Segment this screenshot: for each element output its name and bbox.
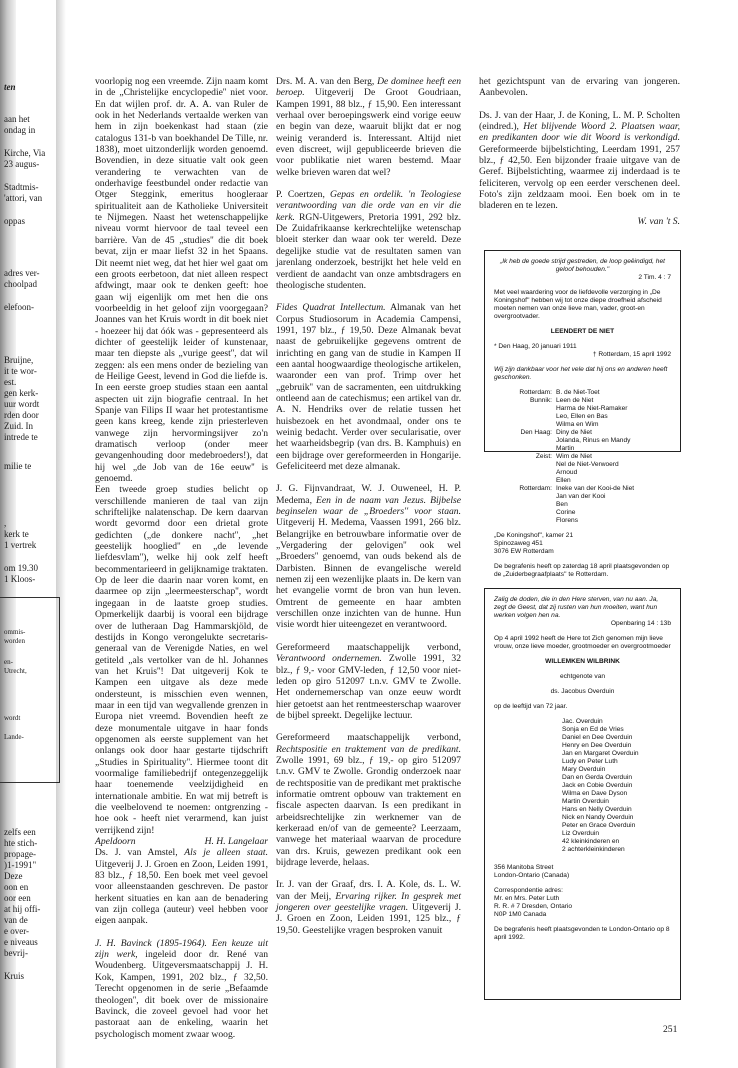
notice-family-list	[494, 389, 671, 525]
notice-relatives-list	[494, 718, 671, 854]
family-names: Leo, Ellen en Bas	[556, 413, 608, 420]
book-review: J. H. Bavinck (1895-1964). Een keuze uit zijn werk, ingeleid door dr. René van Woudenberg. Uitgeversmaatschappij J. H. Kok, Kampen, 1991, 202 blz., ƒ 32,50. Terecht opgenomen in de serie „Befaamde theologen'', dit boek over de missionaire Bavinck, die zoveel gevoel had voor het pastoraat aan de enkeling, waarin het psychologisch moment zwaar woog.	[95, 937, 268, 1040]
family-names: Florens	[556, 517, 578, 524]
previous-page-text: zelfs een	[4, 827, 36, 837]
previous-page-text: hte stich-	[4, 838, 38, 848]
family-names: Corine	[556, 509, 576, 516]
family-place	[494, 437, 552, 445]
previous-page-text: worden	[4, 637, 25, 645]
family-place	[494, 493, 552, 501]
previous-page-text: en-	[4, 658, 13, 666]
previous-page-text: propage-	[4, 849, 36, 859]
previous-page-text: om 19.30	[4, 563, 39, 573]
notice-line: „De Koningshof'', kamer 21	[494, 532, 574, 539]
book-review: J. G. Fijnvandraat, W. J. Ouweneel, H. P. Medema, Een in de naam van Jezus. Bijbelse beginselen waar de „Broeders'' voor staan. Uitgeverij H. Medema, Vaassen 1991, 266 blz. Belangrijke en betrouwbare informatie over de „Vergadering der gelovigen'' ook wel „Broeders'' genoemd, van ouds bekend als de Darbisten. Binnen de evangelische wereld nemen zij een wezenlijke plaats in. De kern van het evangelie vormt de bron van hun leven. Omtrent de gemeente en haar ambten verschillen onze inzichten van de hunne. Hun visie wordt hier uiteengezet en verantwoord.	[276, 483, 461, 631]
death-notice-de-niet	[484, 250, 681, 578]
previous-page-text: Lande-	[4, 733, 24, 741]
book-title: Fides Quadrat Intellectum.	[276, 302, 386, 314]
signature-author: H. H. Langelaar	[204, 836, 268, 848]
family-names: Nel de Niet-Verwoerd	[556, 461, 619, 468]
family-names: B. de Niet-Toet	[556, 389, 600, 396]
book-review: Fides Quadrat Intellectum. Almanak van het Corpus Studiosorum in Academia Campensi, 1991, 197 blz., ƒ 19,50. Deze Almanak bevat naast de gebruikelijke gegevens omtrent de inrichting en gang van de studie in Kampen II een aantal hoogwaardige theologische artikelen, waaronder een van prof. Trimp over het „gebruik'' van de sacramenten, een uitdrukking ontleend aan de catechismus; een artikel van dr. A. N. Hendriks over de relatie tussen het huisbezoek en het avondmaal, onder ons te weinig bedacht. Verder over secularisatie, over het waarheidsbegrip (van drs. B. Kamphuis) en een bijdrage over gereformeerden in Hongarije. Gefeliciteerd met deze almanak.	[276, 302, 461, 472]
family-place	[494, 517, 552, 525]
notice-line: Wilma en Dave Dyson	[562, 790, 628, 797]
notice-verse: Zalig de doden, die in den Here sterven, van nu aan. Ja, zegt de Geest, dat zij rusten van hun moeiten, want hun werken volgen hen na.	[494, 596, 659, 619]
previous-page-text: e niveaus	[4, 937, 38, 947]
previous-page-text: adres ver-	[4, 268, 40, 278]
family-names: Ben	[556, 501, 568, 508]
family-place: Bunnik:	[530, 397, 552, 404]
notice-correspondence	[494, 887, 671, 919]
review-paragraph: Een tweede groep studies belicht op verschillende manieren de taal van zijn schriftelijke nalatenschap. De kern daarvan wordt gevormd door een drietal grote gedichten („de donkere nacht'', „het geestelijk hooglied'' en „de levende liefdesvlam''), welke hij ook zelf heeft becommentarieerd in gelijknamige traktaten. Op de leer die daarin naar voren komt, en daarmee op zijn „leermeesterschap'', wordt ingegaan in de laatste groep studies. Opmerkelijk daarbij is vooral een bijdrage over de lutheraan Dag Hammarskjöld, de destijds in Kongo verongelukte secretaris-generaal van de Verenigde Naties, en wel getiteld „als vertolker van de hl. Johannes van het Kruis''! Dat uitgeverij Kok te Kampen een uitgave als deze mede ondersteunt, is misschien even wennen, maar in een tijd van wegvallende grenzen in Europa niet vreemd. Bovendien heeft ze deze monumentale uitgave in haar fonds opgenomen als eerste supplement van het onlangs ook door haar gestarte tijdschrift „Studies in Spirituality''. Hiermee toont dit voormalige familiebedrijf ontegenzeggelijk haar toenemende veelzijdigheid en internationale ambitie. En wat mij betreft is die veelbelovend te noemen: ontgrenzing - hoe ook - heeft niet verarmend, kan juist verrijkend zijn!	[95, 484, 268, 836]
column-1	[95, 76, 268, 1040]
notice-funeral: De begrafenis heeft plaatsgevonden te London-Ontario op 8 april 1992.	[494, 926, 670, 941]
book-review: Ir. J. van der Graaf, drs. I. A. Kole, ds. L. W. van der Meij, Ervaring rijker. In gesprek met jongeren over geestelijke vragen. Uitgeverij J. J. Groen en Zoon, Leiden 1991, 125 blz., ƒ 19,50. Geestelijke vragen besproken vanuit	[276, 879, 461, 936]
family-place	[494, 421, 552, 429]
family-names: Ellen	[556, 477, 571, 484]
book-review: Ds. J. van der Haar, J. de Koning, L. M. P. Scholten (eindred.), Het blijvende Woord 2. Plaatsen waar, en predikanten door wie dit Woord is verkondigd. Gereformeerde bijbelstichting, Leerdam 1991, 257 blz., ƒ 42,50. Een bijzonder fraaie uitgave van de Geref. Bijbelstichting, waarmee zij inderdaad is te feliciteren, vervolg op een eerder verschenen deel. Foto's zijn zeldzaam mooi. Een boek om in te bladeren en te lezen.	[479, 109, 681, 212]
death-notice-wilbrink	[484, 588, 681, 1000]
notice-line: Martin Overduin	[562, 798, 609, 805]
family-names: Jan van der Kooi	[556, 493, 606, 500]
notice-spouse-label: echtgenote van	[559, 673, 606, 680]
notice-line: Liz Overduin	[562, 830, 600, 837]
previous-page-fragment	[0, 0, 62, 1068]
previous-page-text: elefoon-	[4, 302, 34, 312]
family-place	[494, 469, 552, 477]
book-review: Drs. M. A. van den Berg, De dominee heeft een beroep. Uitgeverij De Groot Goudriaan, Kampen 1991, 88 blz., ƒ 15,90. Een interessant verhaal over beroepingswerk eind vorige eeuw en begin van deze, waaruit blijkt dat er nog weinig veranderd is. Interessant. Altijd niet even discreet, wijl gepubliceerde brieven die voor publikatie niet waren bestemd. Maar welke brieven waren dat wel?	[276, 76, 462, 178]
previous-page-text: Kirche, Via	[4, 148, 46, 158]
previous-page-text: gen kerk-	[4, 388, 39, 398]
previous-page-text: Zuid. In	[4, 421, 33, 431]
notice-intro: Met veel waardering voor de liefdevolle verzorging in „De Koningshof'' hebben wij tot onze diepe droefheid afscheid moeten nemen van onze lieve man, vader, groot-en overgrootvader.	[494, 289, 662, 320]
previous-page-text: oppas	[4, 216, 25, 226]
notice-line: 42 kleinkinderen en	[562, 838, 620, 845]
family-place: Den Haag:	[520, 429, 552, 436]
notice-funeral: De begrafenis heeft op zaterdag 18 april plaatsgevonden op de „Zuiderbegraafplaats'' te Rotterdam.	[494, 563, 670, 578]
previous-page-text: )1-1991"	[4, 860, 37, 870]
notice-address	[494, 864, 671, 880]
notice-line: N0P 1M0 Canada	[494, 911, 547, 918]
previous-page-text: 23 augus-	[4, 159, 40, 169]
previous-page-text: 1 vertrek	[4, 540, 37, 550]
notice-line: 356 Manitoba Street	[494, 864, 554, 871]
previous-page-text: 'attori, van	[4, 193, 43, 203]
notice-line: Jac. Overduin	[562, 718, 603, 725]
column-2	[276, 76, 461, 936]
review-paragraph: voorlopig nog een vreemde. Zijn naam komt in de „Christelijke encyclopedie'' niet voor. En dat wijlen prof. dr. A. A. van Ruler de ook in het Nederlands vertaalde werken van hem in zijn boekenkast had staan (zie catalogus 131-b van boekhandel De Tille, nr. 1838), moet uitzonderlijk worden genoemd. Bovendien, in deze situatie valt ook geen verandering te verwachten van de onderhavige feestbundel onder redactie van Otger Steggink, emeritus hoogleraar spiritualiteit aan de Katholieke Universiteit te Nijmegen. Naast het wetenschappelijke niveau vormt hiervoor de taal teveel een barrière. Van de 45 „studies'' die dit boek bevat, zijn er maar liefst 32 in het Spaans. Dit neemt niet weg, dat het hier wel gaat om een groots eerbetoon, dat niet alleen respect afdwingt, maar ook te denken geeft: hoe gaan wij eigenlijk om met hen die ons voorbeeldig in het geloof zijn voorgegaan? Joannes van het Kruis wordt in dit boek niet - hoezeer hij dat óók was - gepresenteerd als dichter of geestelijk leider of kunstenaar, maar ten diepste als „vurige geest'', dat wil zeggen: als een mens onder de bezieling van de Heilige Geest, levend in God die liefde is.	[95, 76, 268, 382]
column-3	[479, 76, 680, 227]
book-title: Gepas en ordelik. 'n Teologiese verantwoording van die orde van en vir die kerk.	[276, 189, 461, 223]
family-names: Wim de Niet	[556, 453, 592, 460]
previous-page-text: oon en	[4, 882, 29, 892]
notice-spouse: ds. Jacobus Overduin	[550, 688, 615, 695]
notice-line: Mr. en Mrs. Peter Luth	[494, 895, 560, 902]
previous-page-text: kerk te	[4, 529, 29, 539]
previous-page-text: milie te	[4, 461, 32, 471]
family-place	[494, 477, 552, 485]
family-names: Jolanda, Rinus en Mandy	[556, 437, 631, 444]
previous-page-text: ten	[4, 82, 16, 92]
notice-line: Mary Overduin	[562, 766, 606, 773]
notice-line: Sonja en Ed de Vries	[562, 726, 624, 733]
notice-line: Nick en Nandy Overduin	[562, 814, 634, 821]
family-place: Rotterdam:	[519, 485, 552, 492]
family-names: Arnoud	[556, 469, 578, 476]
family-place	[494, 445, 552, 453]
previous-page-text: at hij offi-	[4, 904, 41, 914]
notice-line: London-Ontario (Canada)	[494, 872, 570, 879]
family-place: Zeist:	[535, 453, 552, 460]
family-names: Harma de Niet-Ramaker	[556, 405, 628, 412]
page-number: 251	[663, 1024, 678, 1035]
previous-page-text: wordt	[4, 714, 21, 722]
notice-intro: Op 4 april 1992 heeft de Here tot Zich genomen mijn lieve vrouw, onze lieve moeder, grootmoeder en overgrootmoeder	[494, 635, 671, 650]
notice-thanks: Wij zijn dankbaar voor het vele dat hij ons en anderen heeft geschonken.	[494, 366, 668, 381]
family-names: Ineke van der Kooi-de Niet	[556, 485, 635, 492]
previous-page-text: aan het	[4, 114, 30, 124]
review-signature: W. van 't S.	[637, 215, 680, 227]
book-title: Het blijvende Woord 2. Plaatsen waar, en predikanten door wie dit Woord is verkondigd.	[479, 121, 681, 144]
previous-page-text: Kruis	[4, 971, 24, 981]
previous-page-text: intrede te	[4, 432, 38, 442]
signature-place: Apeldoorn	[95, 836, 136, 848]
review-signature	[95, 836, 268, 847]
review-paragraph: In een eerste groep studies staan een aantal aspecten uit zijn biografie centraal. In het Spanje van Filips II waar het protestantisme geen kans kreeg, kende zijn priesterleven vanwege zijn hervormingsijver zo'n dramatisch verloop (onder meer gevangenhouding door medebroeders!), dat hij wel „de Job van de 16e eeuw'' is genoemd.	[95, 382, 268, 485]
previous-page-text: rden door	[4, 410, 39, 420]
book-review: Gereformeerd maatschappelijk verbond, Rechtspositie en traktement van de predikant. Zwolle 1991, 69 blz., ƒ 19,- op giro 512097 t.n.v. GMV te Zwolle. Grondig onderzoek naar de rechtspositie van de predikant met praktische informatie omtrent opbouw van traktement en fiscale aspecten daarvan. Is een predikant in arbeidsrechtelijke zin werknemer van de kerkeraad en/of van de gemeente? Leerzaam, vanwege het materiaal waarvan de procedure van drs. Kruis, gewezen predikant ook een bijdrage leverde, helaas.	[276, 732, 461, 868]
family-place	[494, 501, 552, 509]
notice-verse: „Ik heb de goede strijd gestreden, de loop geëindigd, het geloof behouden.''	[500, 258, 665, 273]
previous-page-text: ommis-	[4, 628, 26, 636]
book-title: Rechtspositie en traktement van de predikant.	[276, 743, 461, 755]
previous-page-text: Stadtmis-	[4, 182, 39, 192]
family-place	[494, 509, 552, 517]
previous-page-text: oor een	[4, 893, 31, 903]
previous-page-text: e over-	[4, 926, 30, 936]
previous-page-text: Bruijne,	[4, 355, 34, 365]
family-place	[494, 413, 552, 421]
previous-page-text: uur wordt	[4, 399, 40, 409]
notice-line: Henry en Dee Overduin	[562, 742, 632, 749]
previous-page-text: van de	[4, 915, 28, 925]
notice-line: 2 achterkleinkinderen	[562, 846, 625, 853]
family-names: Diny de Niet	[556, 429, 592, 436]
previous-page-text: est.	[4, 377, 17, 387]
notice-death: † Rotterdam, 15 april 1992	[592, 351, 671, 358]
notice-deceased-name: LEENDERT DE NIET	[550, 328, 615, 335]
notice-birth: * Den Haag, 20 januari 1911	[494, 343, 577, 350]
notice-line: Peter en Grace Overduin	[562, 822, 636, 829]
notice-line: Hans en Nelly Overduin	[562, 806, 632, 813]
notice-verse-reference: 2 Tim. 4 : 7	[638, 274, 671, 281]
book-review: Gereformeerd maatschappelijk verbond, Verantwoord ondernemen. Zwolle 1991, 32 blz., ƒ 9,- voor GMV-leden, ƒ 12,50 voor niet-leden op giro 512097 t.n.v. GMV te Zwolle. Het ondernemerschap van onze eeuw wordt hier getoetst aan het rentmeesterschap waarover de bijbel spreekt. Degelijke lectuur.	[276, 641, 461, 721]
previous-page-text: ,	[4, 518, 7, 528]
previous-page-text: Deze	[4, 871, 23, 881]
family-names: Wilma en Wim	[556, 421, 599, 428]
notice-line: Jan en Margaret Overduin	[562, 750, 639, 757]
previous-page-notice-frame	[0, 597, 60, 783]
notice-line: Correspondentie adres:	[494, 887, 563, 894]
notice-line: Daniel en Dee Overduin	[562, 734, 633, 741]
notice-deceased-name: WILLEMKEN WILBRINK	[545, 658, 620, 665]
notice-verse-reference: Openbaring 14 : 13b	[610, 620, 671, 627]
previous-page-text: 1 Kloos-	[4, 574, 36, 584]
book-review: P. Coertzen, Gepas en ordelik. 'n Teologiese verantwoording van die orde van en vir die kerk. RGN-Uitgewers, Pretoria 1991, 292 blz. De Zuidafrikaanse kerkrechtelijke wetenschap bloeit sterker dan waar ook ter wereld. Deze degelijke studie vat de resultaten samen van jarenlang onderzoek, bestrijkt het hele veld en verdient de aandacht van onze ambtsdragers en theologische studenten.	[276, 189, 461, 291]
family-place	[494, 405, 552, 413]
book-title: Een in de naam van Jezus. Bijbelse beginselen waar de „Broeders'' voor staan.	[276, 494, 461, 518]
notice-line: Jack en Cobie Overduin	[562, 782, 633, 789]
previous-page-text: Utrecht,	[4, 667, 27, 675]
notice-line: Spinozaweg 451	[494, 540, 543, 547]
notice-line: Ludy en Peter Luth	[562, 758, 618, 765]
notice-line: 3076 EW Rotterdam	[494, 548, 554, 555]
book-title: Als je alleen staat.	[184, 847, 268, 859]
previous-page-text: ondag in	[4, 125, 36, 135]
notice-line: R. R. # 7 Dresden, Ontario	[494, 903, 573, 910]
book-title: J. H. Bavinck (1895-1964). Een keuze uit zijn werk,	[95, 937, 268, 961]
family-place	[494, 461, 552, 469]
notice-address	[494, 532, 671, 556]
family-names: Martin	[556, 445, 575, 452]
previous-page-text: choolpad	[4, 279, 37, 289]
previous-page-text: it te wor-	[4, 366, 37, 376]
book-title: De dominee heeft een beroep.	[276, 76, 462, 99]
notice-age: op de leeftijd van 72 jaar.	[494, 703, 568, 710]
family-place: Rotterdam:	[519, 389, 552, 396]
notice-line: Dan en Gerda Overduin	[562, 774, 633, 781]
previous-page-text: bevrij-	[4, 948, 28, 958]
book-title: Ervaring rijker. In gesprek met jongeren over geestelijke vragen.	[276, 890, 461, 914]
book-title: Verantwoord ondernemen.	[276, 653, 382, 665]
family-names: Leen de Niet	[556, 397, 594, 404]
review-paragraph: het gezichtspunt van de ervaring van jongeren. Aanbevolen.	[479, 76, 680, 99]
book-review: Ds. J. van Amstel, Als je alleen staat. Uitgeverij J. J. Groen en Zoon, Leiden 1991, 83 blz., ƒ 18,50. Een boek met veel gevoel voor alleenstaanden geschreven. De pastor herkent situaties en kan aan de benadering van zijn collega (auteur) veel hebben voor eigen aanpak.	[95, 847, 268, 927]
page-fold-shadow	[56, 0, 66, 1068]
